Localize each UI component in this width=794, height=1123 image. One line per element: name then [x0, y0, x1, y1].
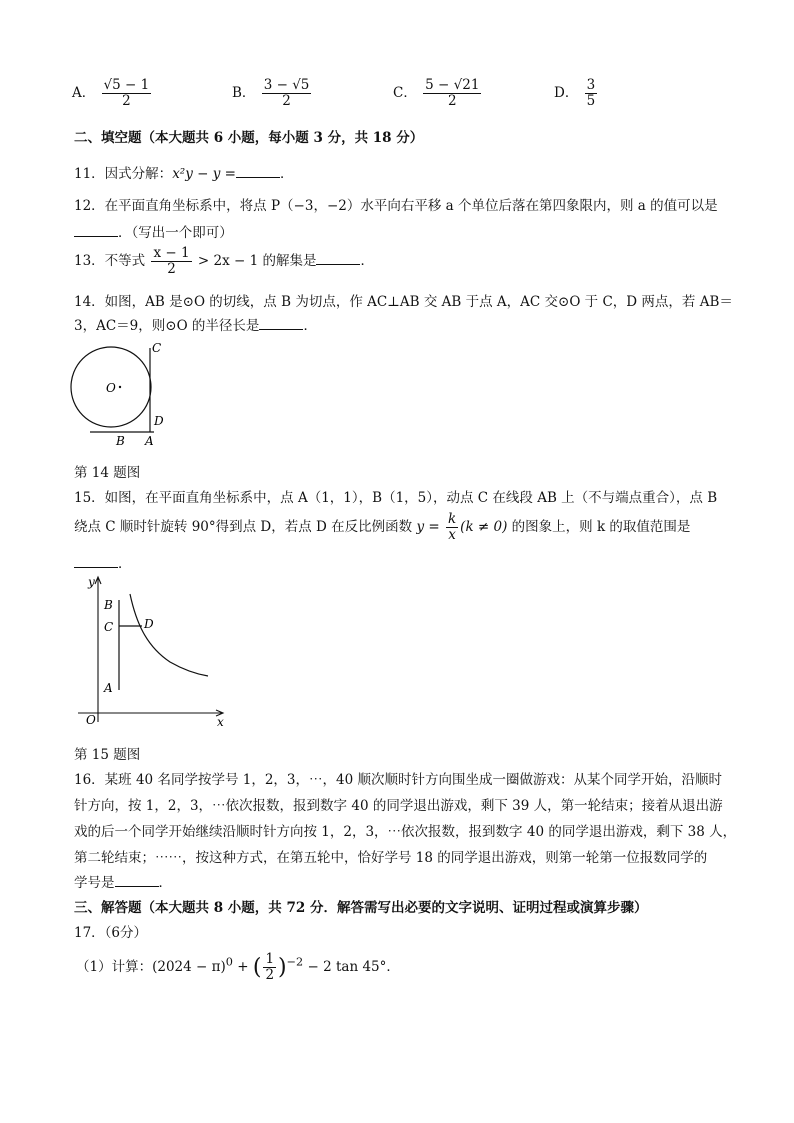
label-y: y	[88, 575, 95, 589]
option-a	[72, 78, 153, 109]
fraction-denominator: 2	[167, 260, 176, 277]
answer-blank[interactable]	[259, 317, 303, 330]
hyperbola-curve	[130, 594, 208, 676]
question-16-line2: 针方向，按 1，2，3，⋯依次报数，报到数字 40 的同学退出游戏，剩下 39 人，第一轮结束；接着从退出游	[74, 798, 723, 814]
fraction-numerator: √5 − 1	[103, 77, 150, 93]
q15-text-a: 绕点 C 顺时针旋转 90°得到点 D，若点 D 在反比例函数	[74, 518, 413, 535]
question-12-line1: 12．在平面直角坐标系中，将点 P（−3，−2）水平向右平移 a 个单位后落在第四象限内，则 a 的值可以是	[74, 198, 718, 214]
label-d: D	[144, 617, 154, 631]
fraction-denominator: x	[448, 526, 456, 543]
q11-suffix: ．	[279, 166, 294, 182]
q11-expression: x²y − y =	[172, 166, 236, 182]
label-c: C	[152, 341, 162, 355]
label-a: A	[145, 434, 154, 448]
option-fraction	[423, 78, 481, 109]
answer-blank[interactable]	[74, 224, 118, 237]
q13-fraction	[151, 246, 191, 277]
figure-14	[68, 336, 178, 448]
question-16-line4: 第二轮结束；⋯⋯，按这种方式，在第五轮中，恰好学号 18 的同学退出游戏，则第一轮第一位报数同学的	[74, 850, 708, 866]
option-label: A．	[72, 84, 96, 101]
q15-func-lhs: y =	[416, 518, 440, 535]
label-a: A	[104, 681, 113, 695]
option-fraction	[262, 78, 312, 109]
answer-blank[interactable]	[74, 555, 118, 568]
fraction-numerator: 3	[586, 77, 596, 93]
fraction-denominator: 2	[122, 92, 131, 109]
question-13	[74, 246, 374, 277]
q11-prefix: 11．因式分解：	[74, 166, 173, 182]
figure-15	[74, 572, 234, 732]
option-label: B．	[232, 84, 256, 101]
option-label: D．	[554, 84, 579, 101]
question-15-line3	[74, 552, 132, 572]
option-label: C．	[393, 84, 417, 101]
label-d: D	[154, 414, 164, 428]
q17-fraction	[263, 952, 276, 983]
answer-blank[interactable]	[236, 165, 280, 178]
q16-text: 学号是	[74, 875, 115, 891]
fraction-numerator: 5 − √21	[425, 77, 480, 93]
q15-func-condition: (k ≠ 0)	[460, 518, 508, 535]
section-2-title: 二、填空题（本大题共 6 小题，每小题 3 分，共 18 分）	[74, 130, 424, 146]
fraction-denominator: 2	[447, 92, 457, 109]
answer-blank[interactable]	[316, 252, 360, 265]
question-15-line1: 15．如图，在平面直角坐标系中，点 A（1，1），B（1，5），动点 C 在线段 AB 上（不与端点重合），点 B	[74, 490, 718, 506]
label-x: x	[217, 715, 224, 729]
q17-tail: − 2 tan 45°．	[307, 958, 400, 975]
label-b: B	[116, 434, 125, 448]
fraction-numerator: x − 1	[153, 245, 190, 261]
q13-prefix: 13．不等式	[74, 252, 146, 269]
question-16-line5	[74, 871, 172, 891]
q14-text: 3，AC＝9，则⊙O 的半径长是	[74, 318, 260, 334]
option-fraction	[102, 78, 152, 109]
question-16-line1: 16．某班 40 名同学按学号 1，2，3，⋯，40 顺次顺时针方向围坐成一圈做游戏：从某个同学开始，沿顺时	[74, 772, 722, 788]
q15-suffix: ．	[118, 556, 132, 572]
option-b	[232, 78, 313, 109]
q13-inequality: > 2x − 1 的解集是	[197, 252, 317, 269]
fraction-numerator: 3 − √5	[263, 77, 310, 93]
label-b: B	[104, 598, 113, 612]
question-16-line3: 戏的后一个同学开始继续沿顺时针方向按 1，2，3，⋯依次报数，报到数字 40 的同学退出游戏，剩下 38 人，	[74, 824, 737, 840]
q17-part-label: （1）计算：	[76, 958, 153, 975]
fraction-numerator: 1	[265, 951, 275, 967]
q16-suffix: ．	[158, 875, 172, 891]
q12-suffix: ．（写出一个即可）	[118, 225, 233, 241]
label-o: O	[86, 713, 96, 727]
q13-suffix: ．	[360, 252, 374, 269]
question-14-line2	[74, 314, 317, 334]
question-12-line2	[74, 221, 233, 241]
label-c: C	[104, 620, 114, 634]
option-fraction	[585, 78, 598, 109]
fraction-denominator: 5	[586, 92, 596, 109]
q17-plus: +	[237, 958, 249, 975]
fraction-denominator: 2	[265, 966, 275, 983]
question-11	[74, 162, 293, 182]
question-17-head: 17．（6分）	[74, 925, 148, 941]
q17-exponent1: 0	[225, 955, 233, 969]
figure-15-caption: 第 15 题图	[74, 747, 141, 763]
option-d	[554, 78, 599, 109]
fraction-numerator: k	[447, 511, 457, 527]
question-17-part1: （1）计算：$(2024 - \pi)^0$ + ( $\frac{1}{2}$ )$^{-2}$ − 2 tan 45°．	[76, 951, 400, 983]
figure-14-caption: 第 14 题图	[74, 465, 141, 481]
q17-term1: (2024 − π)	[152, 958, 226, 975]
section-3-title: 三、解答题（本大题共 8 小题，共 72 分．解答需写出必要的文字说明、证明过程或演算步骤）	[74, 900, 648, 916]
option-c	[393, 78, 483, 109]
q15-text-b: 的图象上，则 k 的取值范围是	[511, 518, 691, 535]
q14-suffix: ．	[303, 318, 317, 334]
q15-func-fraction	[446, 512, 458, 543]
center-point	[119, 386, 121, 388]
answer-blank[interactable]	[115, 874, 159, 887]
question-14-line1: 14．如图，AB 是⊙O 的切线，点 B 为切点，作 AC⊥AB 交 AB 于点 A，AC 交⊙O 于 C，D 两点，若 AB＝	[74, 294, 733, 310]
label-o: O	[106, 381, 116, 395]
q17-exponent2: −2	[286, 955, 304, 969]
fraction-denominator: 2	[282, 92, 291, 109]
question-15-line2	[74, 512, 690, 543]
